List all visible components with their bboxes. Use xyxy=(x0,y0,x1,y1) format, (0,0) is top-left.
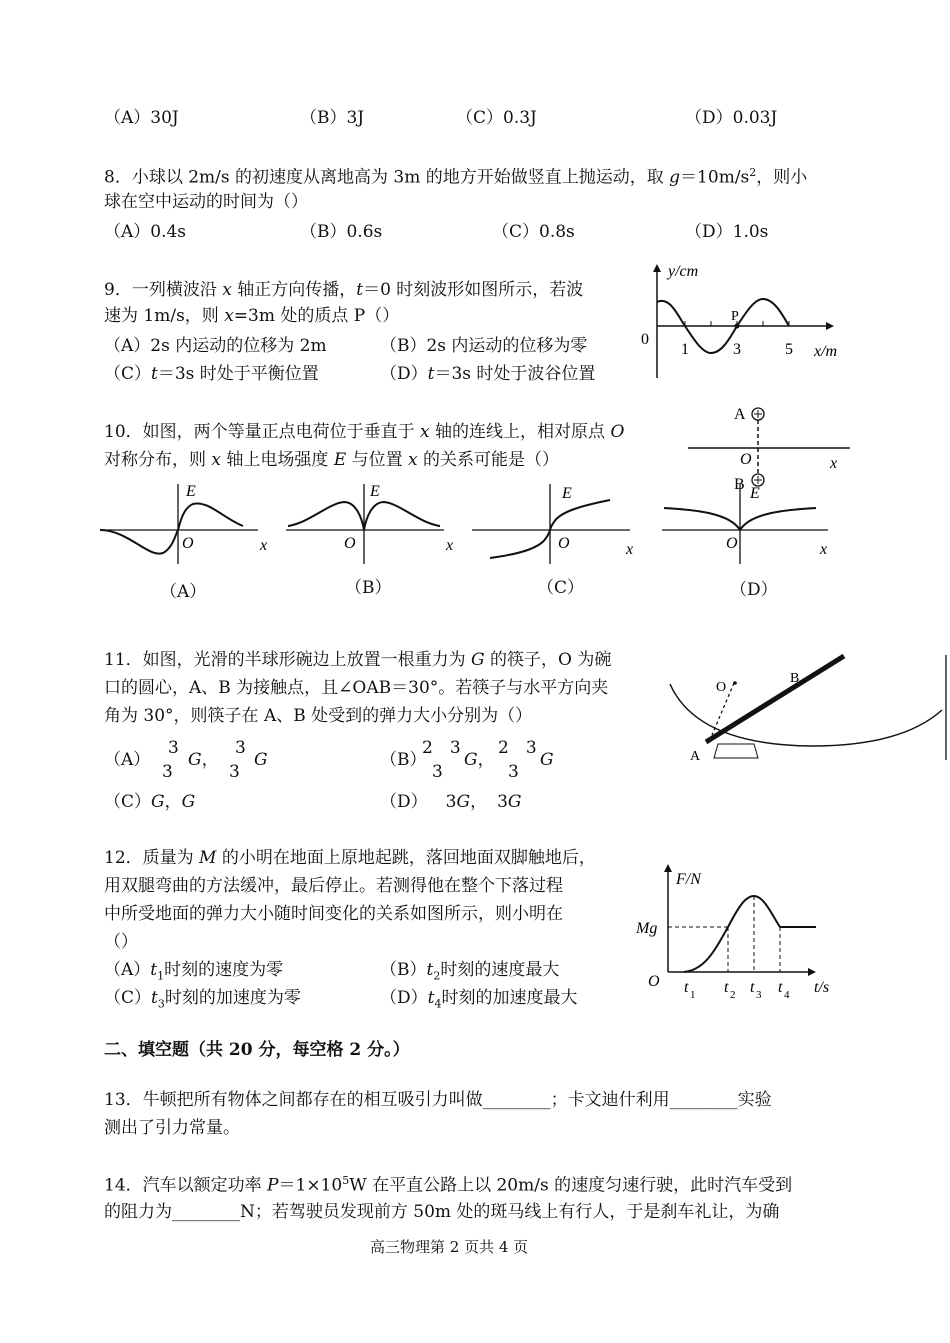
q11-option-a-num1: 3 xyxy=(168,738,179,758)
f-label: F/N xyxy=(676,871,701,888)
x-label: x/m xyxy=(814,343,838,360)
q11-option-b-num2: 2 3 xyxy=(498,738,537,758)
q9-option-a: （A）2s 内运动的位移为 2m xyxy=(104,336,327,356)
label-b: B xyxy=(734,476,745,493)
p-label: P xyxy=(731,309,739,324)
tick-5: 5 xyxy=(785,341,793,358)
q9-option-b: （B）2s 内运动的位移为零 xyxy=(380,336,588,356)
q12-line1: 12．质量为 M 的小明在地面上原地起跳，落回地面双脚触地后， xyxy=(104,848,596,868)
q8-option-d: （D）1.0s xyxy=(685,222,769,242)
svg-text:4: 4 xyxy=(784,989,790,1001)
mg-label: Mg xyxy=(636,920,658,937)
tick-3: 3 xyxy=(733,341,741,358)
q11-option-b-den2: 3 xyxy=(508,762,519,782)
y-axis-arrow xyxy=(653,264,661,272)
q11-option-a-label: （A） xyxy=(104,750,151,770)
q12-option-a: $(A)t_1$时刻的速度为零 xyxy=(104,960,284,983)
svg-text:E: E xyxy=(186,483,196,500)
q8-option-c: （C）0.8s xyxy=(492,222,575,242)
t-label: t/s xyxy=(814,979,830,996)
q13-blank-2[interactable]: ________ xyxy=(669,1090,738,1110)
q14-line1: 14．汽车以额定功率 $P=1\times 10^5W$ 在平直公路上以 20m/s 的速度匀速行驶，此时汽车受到 xyxy=(104,1174,793,1196)
q10-graph-b xyxy=(284,478,469,568)
q9-option-d: （D）t＝3s 时处于波谷位置 xyxy=(380,364,596,384)
svg-text:x: x xyxy=(626,541,634,558)
x-axis-arrow xyxy=(826,322,834,330)
svg-text:x: x xyxy=(446,537,454,554)
svg-text:t: t xyxy=(684,979,689,996)
q8-option-b: （B）0.6s xyxy=(300,222,383,242)
q11-option-b-g1: G， xyxy=(464,750,495,770)
svg-text:t: t xyxy=(778,979,783,996)
q9-line2: 速为 1m/s，则 x=3m 处的质点 P（） xyxy=(104,306,400,326)
label-b: B xyxy=(790,671,800,686)
q11-line3: 角为 30°，则筷子在 A、B 处受到的弹力大小分别为（） xyxy=(104,706,533,726)
q11-option-b-label: （B） xyxy=(380,750,427,770)
q11-option-a-g1: G， xyxy=(188,750,219,770)
bowl-base xyxy=(714,744,758,758)
svg-text:E: E xyxy=(750,485,760,502)
svg-text:1: 1 xyxy=(690,989,696,1001)
svg-text:O: O xyxy=(558,535,570,552)
q11-option-a-num2: 3 xyxy=(235,738,246,758)
q12-line3: 中所受地面的弹力大小随时间变化的关系如图所示，则小明在 xyxy=(104,904,563,924)
q8-option-a: （A）0.4s xyxy=(104,222,187,242)
q11-line2: 口的圆心，A、B 为接触点，且∠OAB＝30°。若筷子与水平方向夹 xyxy=(104,678,609,698)
q11-bowl-figure xyxy=(662,650,950,770)
label-a: A xyxy=(734,406,746,423)
section-2-heading: 二、填空题（共 20 分，每空格 2 分。） xyxy=(104,1040,410,1060)
q10-graph-a-label: （A） xyxy=(160,582,207,602)
q10-graph-a xyxy=(98,478,283,568)
q10-graph-d xyxy=(660,478,845,568)
svg-text:x: x xyxy=(260,537,268,554)
q10-graph-c-label: （C） xyxy=(537,578,585,598)
q10-graph-d-label: （D） xyxy=(730,580,778,600)
q11-option-a-g2: G xyxy=(254,750,268,770)
chopstick xyxy=(706,656,844,742)
origin-label: 0 xyxy=(641,331,649,348)
q10-line1: 10．如图，两个等量正点电荷位于垂直于 x 轴的连线上，相对原点 O xyxy=(104,422,625,442)
q12-option-d: $(D)t_4$时刻的加速度最大 xyxy=(380,988,578,1011)
q10-graph-c xyxy=(470,478,655,568)
q12-force-graph xyxy=(630,860,850,1010)
label-o: O xyxy=(740,451,752,468)
page-footer: 高三物理第 2 页共 4 页 xyxy=(370,1238,529,1256)
q13-line2: 测出了引力常量。 xyxy=(104,1118,240,1138)
q7-option-b: （B）3J xyxy=(300,108,365,128)
q8-line1: 8．小球以 2m/s 的初速度从离地高为 3m 的地方开始做竖直上抛运动，取 $g=10m/s^2$，则小 xyxy=(104,166,808,188)
svg-text:O: O xyxy=(182,535,194,552)
svg-text:2: 2 xyxy=(730,989,736,1001)
origin-label: O xyxy=(648,973,660,990)
tick-1: 1 xyxy=(681,341,689,358)
q14-line2: 的阻力为________N；若驾驶员发现前方 50m 处的斑马线上有行人，于是刹车礼让，为确 xyxy=(104,1202,780,1222)
q12-option-b: $(B)t_2$时刻的速度最大 xyxy=(380,960,560,983)
q11-option-a-den2: 3 xyxy=(229,762,240,782)
svg-text:E: E xyxy=(370,483,380,500)
label-o: O xyxy=(716,680,727,695)
q7-option-a: （A）30J xyxy=(104,108,179,128)
svg-text:O: O xyxy=(726,535,738,552)
q9-wave-graph xyxy=(630,258,860,388)
label-a: A xyxy=(690,749,701,764)
q10-graph-b-label: （B） xyxy=(345,578,392,598)
q11-option-b-den1: 3 xyxy=(432,762,443,782)
svg-text:t: t xyxy=(724,979,729,996)
svg-text:t: t xyxy=(750,979,755,996)
svg-text:x: x xyxy=(820,541,828,558)
force-curve xyxy=(684,896,816,972)
q8-line2: 球在空中运动的时间为（） xyxy=(104,192,308,212)
y-label: y/cm xyxy=(668,263,699,280)
q9-line1: 9．一列横波沿 x 轴正方向传播，t＝0 时刻波形如图所示，若波 xyxy=(104,280,584,300)
svg-text:E: E xyxy=(562,485,572,502)
q11-option-b-g2: G xyxy=(540,750,554,770)
q12-line2: 用双腿弯曲的方法缓冲，最后停止。若测得他在整个下落过程 xyxy=(104,876,563,896)
q14-blank-1[interactable]: ________ xyxy=(172,1202,240,1222)
q11-option-d: （D） 3G， 3G xyxy=(380,792,522,812)
q12-option-c: $(C)t_3$时刻的加速度为零 xyxy=(104,988,301,1011)
q12-line4: （） xyxy=(104,932,138,952)
q11-line1: 11．如图，光滑的半球形碗边上放置一根重力为 G 的筷子，O 为碗 xyxy=(104,650,612,670)
q7-option-c: （C）0.3J xyxy=(456,108,537,128)
q11-option-b-num1: 2 3 xyxy=(422,738,461,758)
svg-text:3: 3 xyxy=(756,989,762,1001)
q9-option-c: （C）t＝3s 时处于平衡位置 xyxy=(104,364,319,384)
q13-blank-1[interactable]: ________ xyxy=(482,1090,551,1110)
q11-option-c: （C）G，G xyxy=(104,792,196,812)
q13-line1: 13．牛顿把所有物体之间都存在的相互吸引力叫做________；卡文迪什利用________实验 xyxy=(104,1090,772,1110)
svg-text:O: O xyxy=(344,535,356,552)
q7-option-d: （D）0.03J xyxy=(685,108,778,128)
q10-line2: 对称分布，则 x 轴上电场强度 E 与位置 x 的关系可能是（） xyxy=(104,450,560,470)
label-x: x xyxy=(830,455,838,472)
q11-option-a-den1: 3 xyxy=(162,762,173,782)
point-p xyxy=(735,324,740,329)
